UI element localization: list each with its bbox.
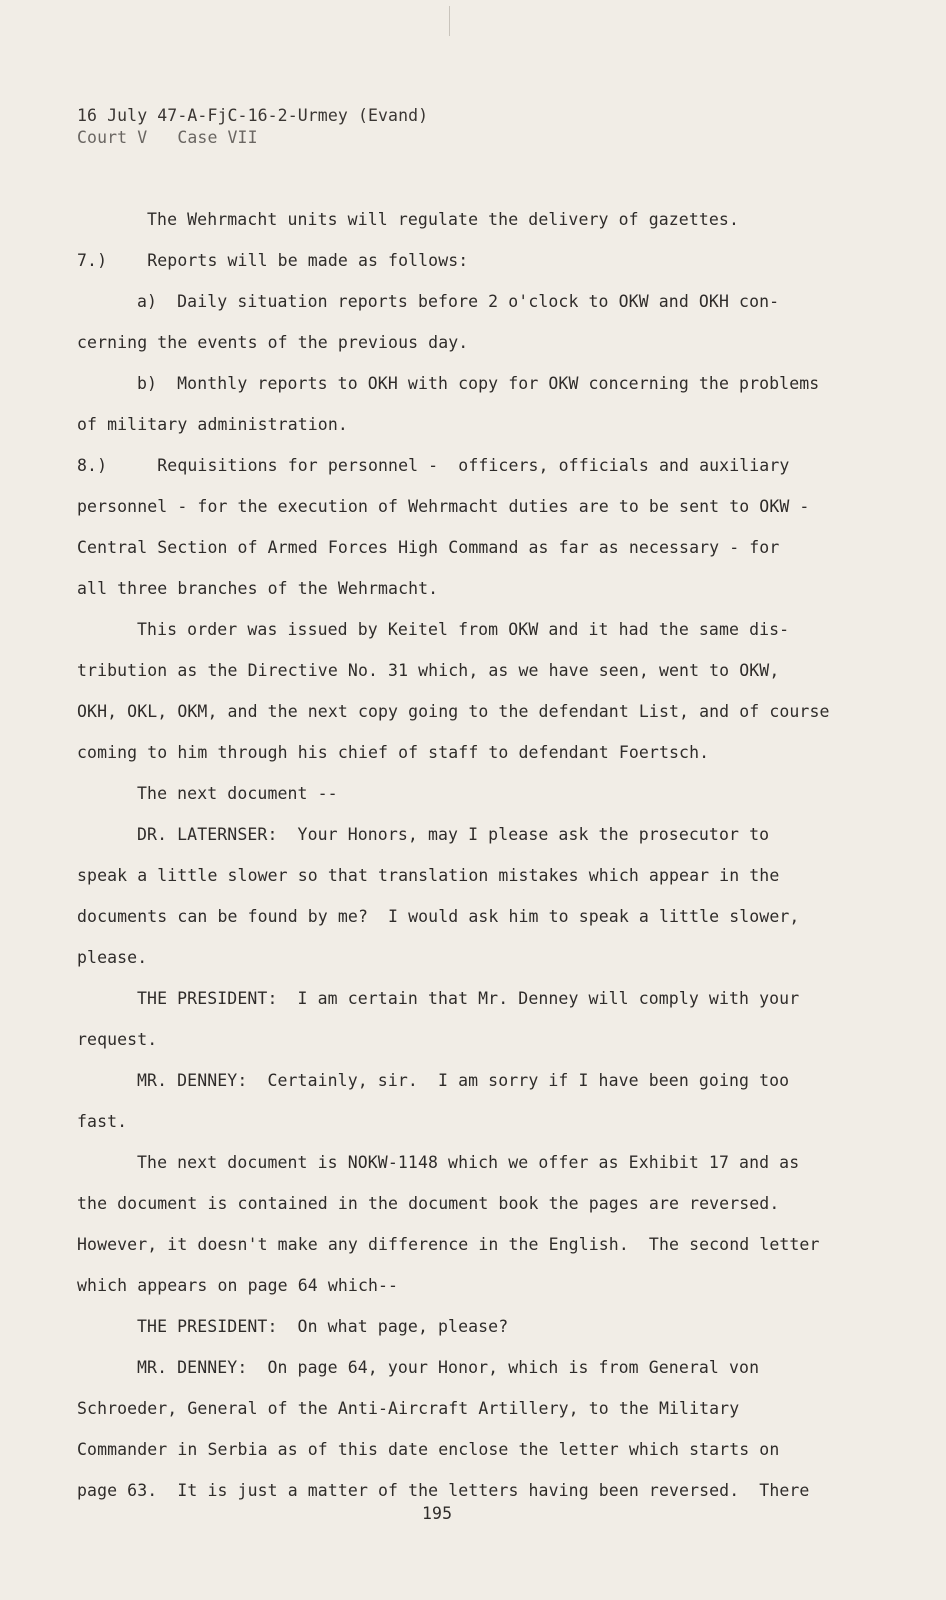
text-line: coming to him through his chief of staff to defendant Foertsch. [77, 743, 710, 762]
text-line: request. [77, 1030, 158, 1049]
text-line: tribution as the Directive No. 31 which, as we have seen, went to OKW, [77, 661, 780, 680]
header-line-1: 16 July 47-A-FjC-16-2-Urmey (Evand) [77, 106, 429, 125]
text-line: THE PRESIDENT: I am certain that Mr. Denney will comply with your [137, 989, 800, 1008]
text-line: fast. [77, 1112, 128, 1131]
text-line: Commander in Serbia as of this date enclose the letter which starts on [77, 1440, 780, 1459]
text-line: The next document -- [137, 784, 338, 803]
text-line: b) Monthly reports to OKH with copy for OKW concerning the problems [137, 374, 820, 393]
page-number: 195 [422, 1504, 453, 1523]
text-line: This order was issued by Keitel from OKW and it had the same dis- [137, 620, 790, 639]
text-line: The next document is NOKW-1148 which we offer as Exhibit 17 and as [137, 1153, 800, 1172]
text-line: 8.) Requisitions for personnel - officers, officials and auxiliary [77, 456, 790, 475]
text-line: cerning the events of the previous day. [77, 333, 469, 352]
text-line: a) Daily situation reports before 2 o'clock to OKW and OKH con- [137, 292, 780, 311]
text-line: which appears on page 64 which-- [77, 1276, 399, 1295]
text-line: all three branches of the Wehrmacht. [77, 579, 439, 598]
text-line: The Wehrmacht units will regulate the delivery of gazettes. [147, 210, 739, 229]
binding-mark [449, 6, 450, 36]
text-line: documents can be found by me? I would ask him to speak a little slower, [77, 907, 800, 926]
text-line: speak a little slower so that translation mistakes which appear in the [77, 866, 780, 885]
text-line: of military administration. [77, 415, 348, 434]
text-line: THE PRESIDENT: On what page, please? [137, 1317, 509, 1336]
text-line: 7.) Reports will be made as follows: [77, 251, 469, 270]
header-line-2: Court V Case VII [77, 128, 258, 147]
text-line: page 63. It is just a matter of the letters having been reversed. There [77, 1481, 810, 1500]
text-line: MR. DENNEY: Certainly, sir. I am sorry if I have been going too [137, 1071, 790, 1090]
text-line: DR. LATERNSER: Your Honors, may I please ask the prosecutor to [137, 825, 770, 844]
text-line: personnel - for the execution of Wehrmacht duties are to be sent to OKW - [77, 497, 810, 516]
text-line: please. [77, 948, 148, 967]
text-line: However, it doesn't make any difference in the English. The second letter [77, 1235, 820, 1254]
text-line: OKH, OKL, OKM, and the next copy going to the defendant List, and of course [77, 702, 830, 721]
text-line: the document is contained in the document book the pages are reversed. [77, 1194, 780, 1213]
text-line: MR. DENNEY: On page 64, your Honor, which is from General von [137, 1358, 760, 1377]
text-line: Schroeder, General of the Anti-Aircraft Artillery, to the Military [77, 1399, 740, 1418]
text-line: Central Section of Armed Forces High Command as far as necessary - for [77, 538, 780, 557]
